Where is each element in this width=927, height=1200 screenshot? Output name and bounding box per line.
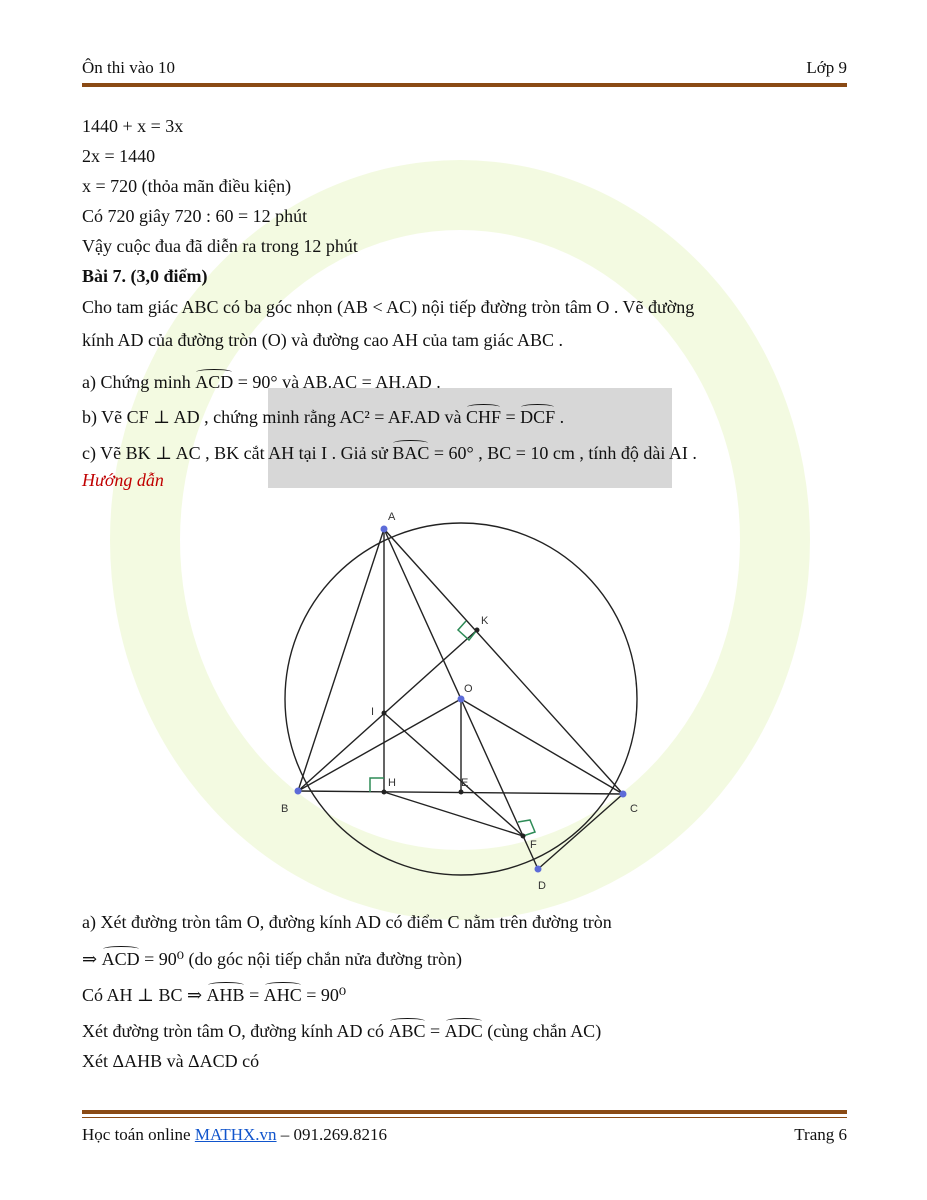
label-i: I	[371, 706, 375, 718]
angle-ahc: AHC	[263, 985, 302, 1005]
solution-line-3-eq: =	[244, 985, 264, 1005]
label-b: B	[281, 803, 289, 815]
point-e	[459, 790, 464, 795]
eq-line-3: x = 720 (thỏa mãn điều kiện)	[82, 176, 292, 196]
solution-line-4-prefix: Xét đường tròn tâm O, đường kính AD có	[82, 1021, 389, 1041]
part-a	[82, 370, 441, 393]
point-i	[382, 711, 387, 716]
footer-rule	[82, 1110, 847, 1114]
part-c-prefix: c) Vẽ BK ⊥ AC , BK cắt AH tại I . Giả sử	[82, 443, 393, 463]
part-a-prefix: a) Chứng minh	[82, 372, 196, 392]
angle-dcf: DCF	[520, 407, 556, 427]
footer-phone: – 091.269.8216	[276, 1125, 388, 1144]
solution-line-3-prefix: Có AH ⊥ BC ⇒	[82, 985, 207, 1005]
point-o	[458, 696, 465, 703]
label-d: D	[538, 880, 546, 892]
label-o: O	[464, 683, 473, 695]
part-c	[82, 441, 697, 464]
point-c	[620, 791, 627, 798]
header-rule	[82, 83, 847, 87]
conclusion-line: Vậy cuộc đua đã diễn ra trong 12 phút	[82, 236, 358, 256]
label-f: F	[530, 839, 537, 851]
label-h: H	[388, 777, 396, 789]
label-a: A	[388, 511, 396, 523]
solution-line-4	[82, 1019, 601, 1042]
solution-line-5: Xét ΔAHB và ΔACD có	[82, 1051, 260, 1071]
watermark-band	[268, 388, 672, 488]
part-c-suffix: = 60° , BC = 10 cm , tính độ dài AI .	[429, 443, 697, 463]
solution-line-3	[82, 983, 346, 1006]
angle-chf: CHF	[465, 407, 501, 427]
point-k	[475, 628, 480, 633]
solution-line-4-suffix: (cùng chắn AC)	[482, 1021, 602, 1041]
solution-line-4-eq: =	[425, 1021, 445, 1041]
part-b	[82, 405, 564, 428]
footer-link[interactable]: MATHX.vn	[194, 1125, 277, 1144]
header-title: Ôn thi vào 10	[82, 58, 176, 77]
angle-acd: ACD	[195, 372, 234, 392]
eq-line-2: 2x = 1440	[82, 146, 156, 166]
footer-prefix: Học toán online	[82, 1125, 195, 1144]
eq-line-1: 1440 + x = 3x	[82, 116, 184, 136]
solution-line-1: a) Xét đường tròn tâm O, đường kính AD có điểm C nằm trên đường tròn	[82, 912, 612, 932]
part-b-eq: =	[500, 407, 521, 427]
solution-line-3-suffix: = 90⁰	[301, 985, 347, 1005]
problem-statement-2: kính AD của đường tròn (O) và đường cao AH của tam giác ABC .	[82, 330, 563, 350]
page-footer	[82, 1125, 847, 1145]
figure-points	[295, 526, 627, 873]
part-b-suffix: .	[555, 407, 565, 427]
footer-left	[82, 1125, 387, 1145]
geometry-figure	[260, 500, 680, 900]
angle-bac: BAC	[392, 443, 430, 463]
label-k: K	[481, 615, 489, 627]
point-f	[521, 834, 526, 839]
solution-line-2-suffix: = 90⁰ (do góc nội tiếp chắn nửa đường tròn)	[139, 949, 462, 969]
implies-symbol: ⇒	[82, 949, 102, 969]
angle-adc: ADC	[444, 1021, 483, 1041]
part-a-suffix: = 90° và AB.AC = AH.AD .	[233, 372, 441, 392]
eq-line-4: Có 720 giây 720 : 60 = 12 phút	[82, 206, 308, 226]
angle-acd-2: ACD	[101, 949, 140, 969]
label-e: E	[461, 777, 469, 789]
angle-ahb: AHB	[206, 985, 245, 1005]
label-c: C	[630, 803, 638, 815]
problem-title: Bài 7. (3,0 điểm)	[82, 266, 208, 286]
point-d	[535, 866, 542, 873]
point-b	[295, 788, 302, 795]
part-b-prefix: b) Vẽ CF ⊥ AD , chứng minh rằng AC² = AF.AD và	[82, 407, 466, 427]
page-number: Trang 6	[794, 1125, 847, 1144]
footer-rule-thin	[82, 1117, 847, 1118]
header-grade: Lớp 9	[806, 58, 847, 77]
problem-statement-1: Cho tam giác ABC có ba góc nhọn (AB < AC) nội tiếp đường tròn tâm O . Vẽ đường	[82, 297, 695, 317]
angle-abc: ABC	[388, 1021, 426, 1041]
solution-line-2	[82, 947, 462, 970]
page-header	[82, 58, 847, 78]
point-h	[382, 790, 387, 795]
point-a	[381, 526, 388, 533]
guide-label: Hướng dẫn	[82, 470, 164, 490]
